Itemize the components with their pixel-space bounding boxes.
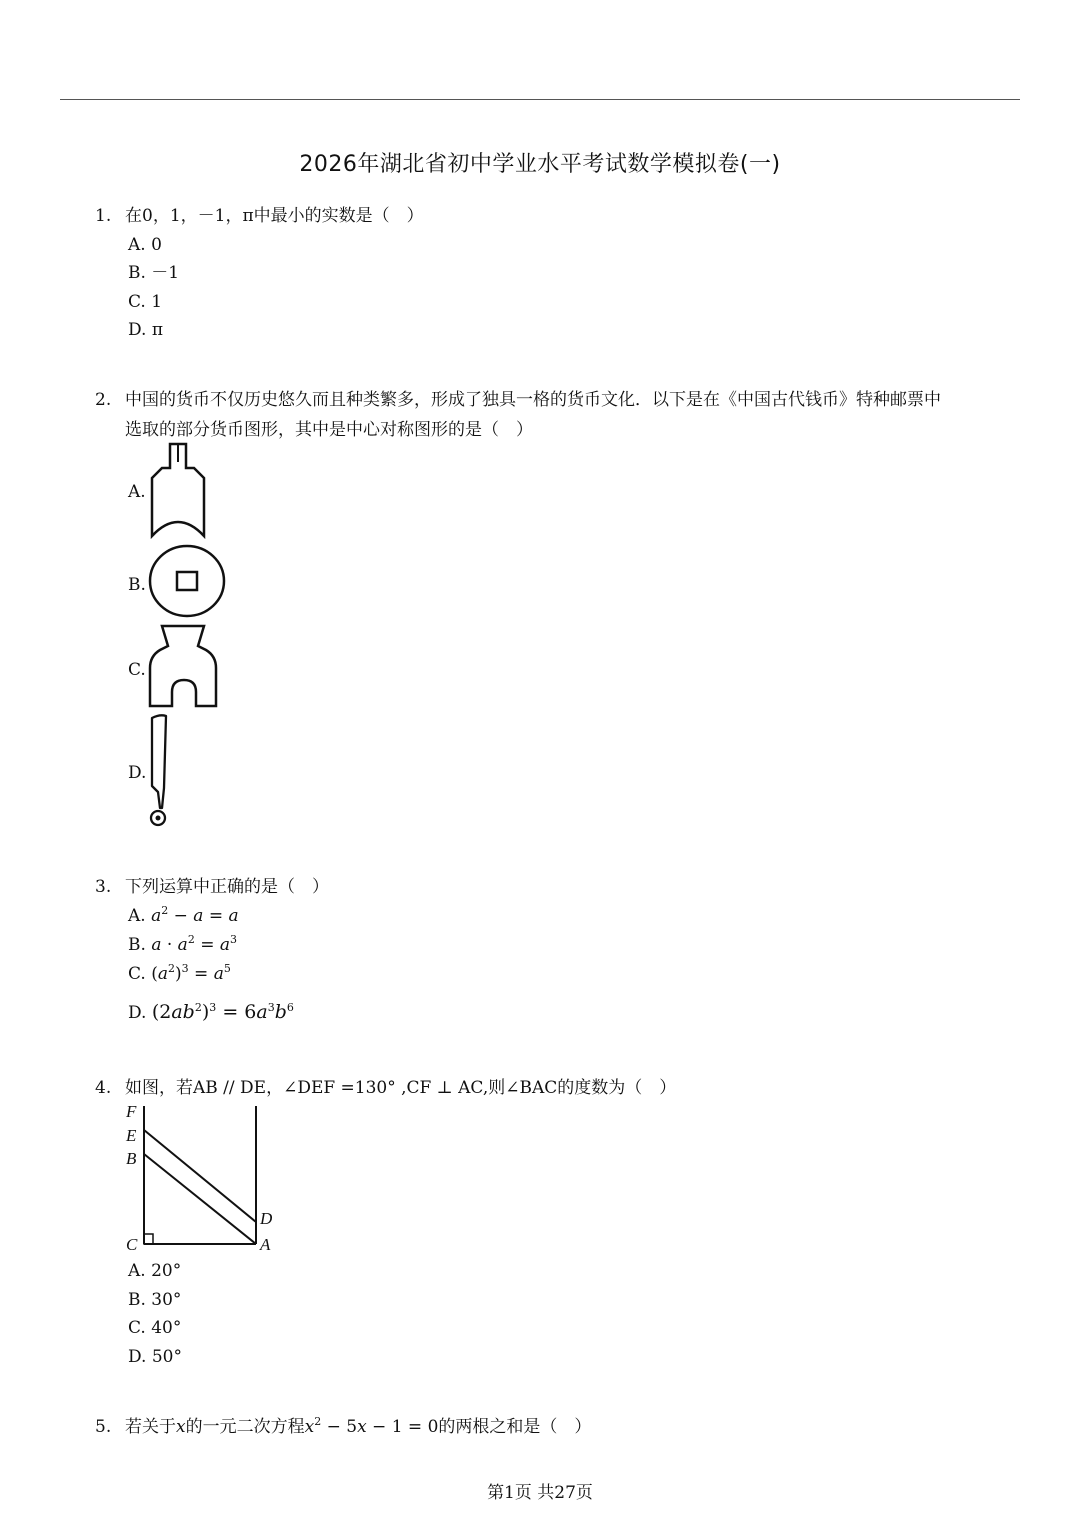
label-c: C: [126, 1235, 138, 1254]
q3-option-a-formula: $a^2 - a = a$: [151, 904, 239, 926]
q1-option-a: A. 0: [128, 235, 162, 255]
page-title: 2026年湖北省初中学业水平考试数学模拟卷(一): [299, 152, 781, 177]
q3-option-d: [128, 1001, 294, 1024]
page-footer: 第1页 共27页: [487, 1483, 593, 1503]
q3-option-c-formula: $(a^2)^3 = a^5$: [151, 962, 231, 984]
q4-option-b: B. 30°: [128, 1290, 182, 1310]
q3-option-d-formula: $(2ab^2)^3 = 6a^3b^6$: [151, 1001, 294, 1023]
q3-option-c-label: C.: [128, 964, 146, 984]
q1-option-d: D. π: [128, 320, 164, 340]
q3-option-d-label: D.: [128, 1003, 147, 1023]
knife-coin-figure: [146, 712, 176, 830]
q3-option-b-formula: $a \cdot a^2 = a^3$: [151, 933, 238, 955]
q3-option-c: [128, 963, 231, 985]
parallel-lines-figure: [122, 1098, 282, 1254]
arched-coin-figure: [146, 624, 222, 710]
q2-option-d-label: D.: [128, 763, 147, 783]
label-e: E: [126, 1126, 137, 1145]
q2-stem-line1: 中国的货币不仅历史悠久而且种类繁多，形成了独具一格的货币文化．以下是在《中国古代钱币》特种邮票中: [125, 390, 941, 410]
q1-number: 1.: [95, 206, 112, 226]
q3-option-b: [128, 934, 237, 956]
q4-stem: 如图，若AB // DE，∠DEF =130° ,CF ⊥ AC,则∠BAC的度数为（ ）: [125, 1078, 677, 1098]
q1-stem: 在0，1，－1，π中最小的实数是（ ）: [125, 206, 424, 226]
q2-stem-line2: 选取的部分货币图形，其中是中心对称图形的是（ ）: [125, 420, 533, 440]
round-coin-figure: [146, 542, 230, 620]
q4-option-d: D. 50°: [128, 1347, 182, 1367]
q2-number: 2.: [95, 390, 112, 410]
label-b: B: [126, 1149, 137, 1168]
q3-option-a-label: A.: [128, 906, 146, 926]
spade-coin-figure: [148, 440, 210, 540]
q2-option-c-label: C.: [128, 660, 146, 680]
label-f: F: [126, 1102, 137, 1121]
q3-stem: 下列运算中正确的是（ ）: [125, 877, 329, 897]
q4-option-c: C. 40°: [128, 1318, 182, 1338]
header-rule: [60, 99, 1020, 100]
q5-stem: 若关于x的一元二次方程$x^2 - 5x - 1 = 0$的两根之和是（ ）: [125, 1415, 592, 1437]
q3-option-a: [128, 905, 239, 927]
q2-option-a-label: A.: [128, 482, 146, 502]
q4-option-a: A. 20°: [128, 1261, 182, 1281]
q1-option-c: C. 1: [128, 292, 163, 312]
q3-option-b-label: B.: [128, 935, 146, 955]
q3-number: 3.: [95, 877, 112, 897]
label-d: D: [260, 1209, 273, 1228]
q1-option-b: B. －1: [128, 263, 180, 283]
q4-number: 4.: [95, 1078, 112, 1098]
q5-number: 5.: [95, 1417, 112, 1437]
label-a: A: [260, 1235, 271, 1254]
q2-option-b-label: B.: [128, 575, 146, 595]
